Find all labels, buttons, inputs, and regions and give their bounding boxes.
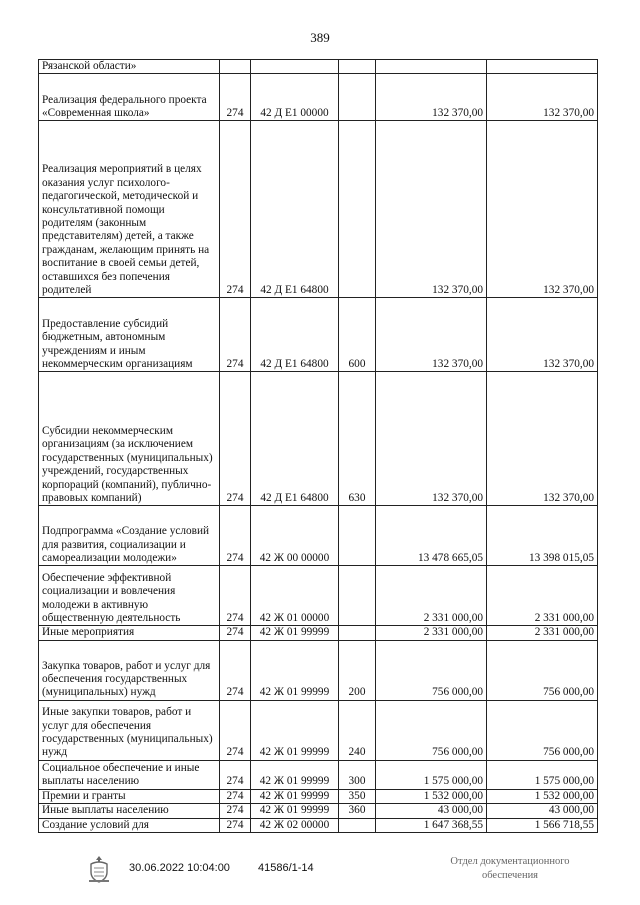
cell-expense-type: 600 bbox=[339, 298, 376, 372]
cell-amount-2: 132 370,00 bbox=[487, 298, 598, 372]
cell-amount-1: 132 370,00 bbox=[376, 74, 487, 121]
footer bbox=[0, 852, 640, 892]
cell-name: Субсидии некоммерческим организациям (за исключением государственных (муниципальных) учреждений, государственных корпораций (компаний), публично-правовых компаний) bbox=[39, 372, 220, 506]
cell-admin-code: 274 bbox=[220, 566, 251, 626]
table-row bbox=[39, 700, 598, 760]
coat-of-arms-icon bbox=[86, 854, 112, 884]
cell-expense-type bbox=[339, 74, 376, 121]
cell-target-code: 42 Ж 01 99999 bbox=[251, 760, 339, 789]
cell-name: Рязанской области» bbox=[39, 60, 220, 74]
cell-amount-1: 132 370,00 bbox=[376, 121, 487, 298]
cell-name: Иные выплаты населению bbox=[39, 804, 220, 818]
table-row bbox=[39, 789, 598, 803]
cell-expense-type bbox=[339, 121, 376, 298]
department-stamp bbox=[430, 855, 590, 883]
cell-admin-code: 274 bbox=[220, 626, 251, 640]
cell-admin-code: 274 bbox=[220, 760, 251, 789]
cell-amount-2: 132 370,00 bbox=[487, 121, 598, 298]
cell-name: Реализация федерального проекта «Современная школа» bbox=[39, 74, 220, 121]
cell-target-code: 42 Ж 01 99999 bbox=[251, 789, 339, 803]
cell-amount-1: 756 000,00 bbox=[376, 700, 487, 760]
cell-expense-type: 360 bbox=[339, 804, 376, 818]
cell-admin-code bbox=[220, 60, 251, 74]
cell-amount-1 bbox=[376, 60, 487, 74]
cell-admin-code: 274 bbox=[220, 640, 251, 700]
cell-name: Реализация мероприятий в целях оказания услуг психолого-педагогической, методической и консультативной помощи родителям (законным представителям) детей, а также гражданам, желающим принять на воспитание в своей семьи детей, оставшихся без попечения родителей bbox=[39, 121, 220, 298]
cell-name: Премии и гранты bbox=[39, 789, 220, 803]
department-stamp-line2: обеспечения bbox=[481, 870, 539, 881]
cell-name: Подпрограмма «Создание условий для развития, социализации и самореализации молодежи» bbox=[39, 506, 220, 566]
cell-amount-2: 1 575 000,00 bbox=[487, 760, 598, 789]
cell-target-code: 42 Ж 01 99999 bbox=[251, 640, 339, 700]
footer-datetime: 30.06.2022 10:04:00 bbox=[129, 862, 230, 874]
cell-admin-code: 274 bbox=[220, 700, 251, 760]
cell-amount-2 bbox=[487, 60, 598, 74]
cell-expense-type: 350 bbox=[339, 789, 376, 803]
cell-amount-2: 132 370,00 bbox=[487, 74, 598, 121]
cell-admin-code: 274 bbox=[220, 372, 251, 506]
cell-target-code: 42 Ж 01 99999 bbox=[251, 804, 339, 818]
table-row bbox=[39, 760, 598, 789]
table-row bbox=[39, 60, 598, 74]
cell-amount-1: 2 331 000,00 bbox=[376, 566, 487, 626]
cell-amount-2: 2 331 000,00 bbox=[487, 626, 598, 640]
cell-admin-code: 274 bbox=[220, 121, 251, 298]
cell-name: Закупка товаров, работ и услуг для обеспечения государственных (муниципальных) нужд bbox=[39, 640, 220, 700]
footer-doc-number: 41586/1-14 bbox=[258, 862, 314, 874]
table-row bbox=[39, 818, 598, 832]
cell-amount-2: 756 000,00 bbox=[487, 700, 598, 760]
table-row bbox=[39, 121, 598, 298]
cell-target-code: 42 Ж 01 00000 bbox=[251, 566, 339, 626]
cell-target-code: 42 Ж 01 99999 bbox=[251, 626, 339, 640]
cell-amount-1: 132 370,00 bbox=[376, 298, 487, 372]
cell-amount-1: 13 478 665,05 bbox=[376, 506, 487, 566]
cell-name: Обеспечение эффективной социализации и вовлечения молодежи в активную общественную деятельность bbox=[39, 566, 220, 626]
cell-target-code bbox=[251, 60, 339, 74]
cell-expense-type bbox=[339, 60, 376, 74]
cell-amount-1: 756 000,00 bbox=[376, 640, 487, 700]
cell-target-code: 42 Ж 01 99999 bbox=[251, 700, 339, 760]
cell-admin-code: 274 bbox=[220, 804, 251, 818]
table-row bbox=[39, 626, 598, 640]
cell-target-code: 42 Ж 00 00000 bbox=[251, 506, 339, 566]
table-row bbox=[39, 372, 598, 506]
cell-expense-type bbox=[339, 566, 376, 626]
cell-target-code: 42 Д Е1 00000 bbox=[251, 74, 339, 121]
cell-admin-code: 274 bbox=[220, 506, 251, 566]
table-row bbox=[39, 506, 598, 566]
budget-table bbox=[38, 59, 598, 833]
cell-name: Создание условий для bbox=[39, 818, 220, 832]
cell-target-code: 42 Д Е1 64800 bbox=[251, 121, 339, 298]
table-row bbox=[39, 566, 598, 626]
cell-expense-type bbox=[339, 626, 376, 640]
table-row bbox=[39, 640, 598, 700]
cell-amount-1: 43 000,00 bbox=[376, 804, 487, 818]
cell-target-code: 42 Д Е1 64800 bbox=[251, 372, 339, 506]
cell-amount-1: 1 532 000,00 bbox=[376, 789, 487, 803]
department-stamp-line1: Отдел документационного bbox=[450, 856, 570, 867]
cell-amount-2: 756 000,00 bbox=[487, 640, 598, 700]
cell-admin-code: 274 bbox=[220, 74, 251, 121]
cell-admin-code: 274 bbox=[220, 298, 251, 372]
cell-admin-code: 274 bbox=[220, 789, 251, 803]
cell-name: Иные закупки товаров, работ и услуг для обеспечения государственных (муниципальных) нужд bbox=[39, 700, 220, 760]
cell-expense-type bbox=[339, 506, 376, 566]
cell-amount-1: 2 331 000,00 bbox=[376, 626, 487, 640]
cell-amount-2: 132 370,00 bbox=[487, 372, 598, 506]
table-row bbox=[39, 298, 598, 372]
cell-expense-type: 300 bbox=[339, 760, 376, 789]
cell-name: Предоставление субсидий бюджетным, автономным учреждениям и иным некоммерческим организациям bbox=[39, 298, 220, 372]
table-row bbox=[39, 74, 598, 121]
cell-expense-type: 240 bbox=[339, 700, 376, 760]
table-row bbox=[39, 804, 598, 818]
cell-expense-type bbox=[339, 818, 376, 832]
page-number: 389 bbox=[310, 30, 330, 45]
cell-amount-1: 132 370,00 bbox=[376, 372, 487, 506]
budget-table-body bbox=[39, 60, 598, 833]
cell-amount-2: 1 566 718,55 bbox=[487, 818, 598, 832]
cell-amount-1: 1 575 000,00 bbox=[376, 760, 487, 789]
cell-amount-2: 13 398 015,05 bbox=[487, 506, 598, 566]
cell-amount-2: 1 532 000,00 bbox=[487, 789, 598, 803]
cell-expense-type: 200 bbox=[339, 640, 376, 700]
cell-target-code: 42 Ж 02 00000 bbox=[251, 818, 339, 832]
cell-amount-1: 1 647 368,55 bbox=[376, 818, 487, 832]
cell-target-code: 42 Д Е1 64800 bbox=[251, 298, 339, 372]
cell-name: Иные мероприятия bbox=[39, 626, 220, 640]
cell-amount-2: 2 331 000,00 bbox=[487, 566, 598, 626]
cell-expense-type: 630 bbox=[339, 372, 376, 506]
cell-name: Социальное обеспечение и иные выплаты населению bbox=[39, 760, 220, 789]
cell-amount-2: 43 000,00 bbox=[487, 804, 598, 818]
cell-admin-code: 274 bbox=[220, 818, 251, 832]
